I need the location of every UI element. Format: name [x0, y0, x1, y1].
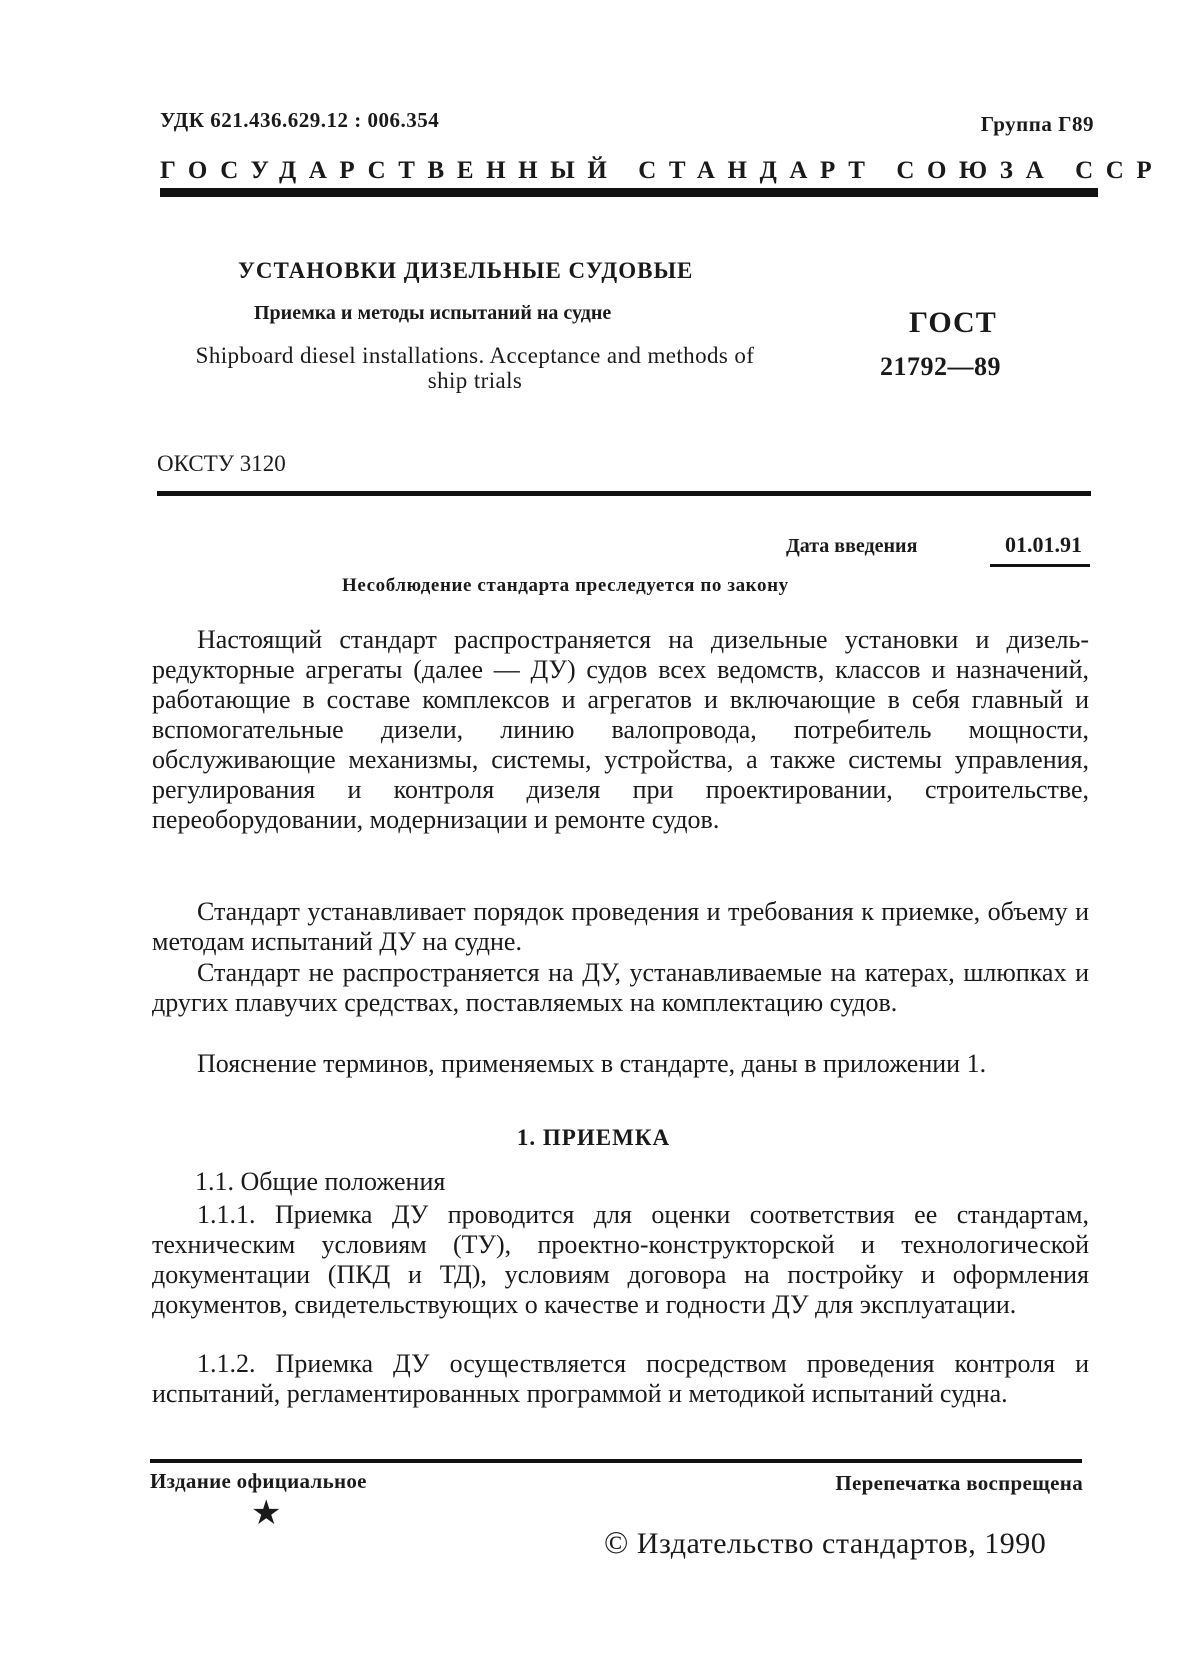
- english-title: Shipboard diesel installations. Acceptance and methods of ship trials: [195, 343, 755, 393]
- copyright-icon: ©: [604, 1524, 629, 1560]
- middle-rule: [157, 491, 1091, 496]
- copyright-text: Издательство стандартов, 1990: [636, 1527, 1047, 1560]
- star-icon: ★: [251, 1495, 282, 1532]
- state-standard-heading: ГОСУДАРСТВЕННЫЙ СТАНДАРТ СОЮЗА ССР: [160, 157, 1165, 184]
- clause-paragraph: 1.1.2. Приемка ДУ осуществляется посредством проведения контроля и испытаний, регламентированных программой и методикой испытаний судна.: [152, 1349, 1089, 1408]
- udk-code: УДК 621.436.629.12 : 006.354: [160, 108, 440, 132]
- reprint-notice: Перепечатка воспрещена: [835, 1471, 1083, 1495]
- section-title: 1. ПРИЕМКА: [516, 1125, 671, 1150]
- bottom-rule: [150, 1459, 1082, 1463]
- body-paragraph: Стандарт устанавливает порядок проведения и требования к приемке, объему и методам испытаний ДУ на судне.: [152, 897, 1089, 956]
- gost-label: ГОСТ: [909, 306, 997, 339]
- date-value: 01.01.91: [1005, 532, 1082, 557]
- subsection-title: 1.1. Общие положения: [195, 1167, 446, 1196]
- edition-label: Издание официальное: [150, 1469, 367, 1493]
- gost-number: 21792—89: [880, 352, 1001, 381]
- body-paragraph: Стандарт не распространяется на ДУ, устанавливаемые на катерах, шлюпках и других плавучих средствах, поставляемых на комплектацию судов.: [152, 958, 1089, 1017]
- document-subtitle: Приемка и методы испытаний на судне: [254, 302, 612, 324]
- clause-paragraph: 1.1.1. Приемка ДУ проводится для оценки соответствия ее стандартам, техническим условиям (ТУ), проектно-конструкторской и технологической документации (ПКД и ТД), условиям договора на постройку и оформления документов, свидетельствующих о качестве и годности ДУ для эксплуатации.: [152, 1200, 1089, 1319]
- group-code: Группа Г89: [980, 112, 1094, 136]
- okstu-code: ОКСТУ 3120: [157, 451, 286, 476]
- law-notice: Несоблюдение стандарта преследуется по закону: [342, 575, 789, 596]
- date-label: Дата введения: [786, 535, 918, 557]
- top-rule: [160, 188, 1098, 197]
- document-title: УСТАНОВКИ ДИЗЕЛЬНЫЕ СУДОВЫЕ: [238, 258, 694, 283]
- body-paragraph: Настоящий стандарт распространяется на дизельные установки и дизель-редукторные агрегаты (далее — ДУ) судов всех ведомств, классов и назначений, работающие в составе комплексов и агрегатов и включающие в себя главный и вспомогательные дизели, линию валопровода, потребитель мощности, обслуживающие механизмы, системы, устройства, а также системы управления, регулирования и контроля дизеля при проектировании, строительстве, переоборудовании, модернизации и ремонте судов.: [152, 625, 1089, 834]
- date-underline: [990, 564, 1090, 567]
- body-paragraph: Пояснение терминов, применяемых в стандарте, даны в приложении 1.: [197, 1049, 987, 1078]
- copyright-line: [604, 1524, 1046, 1561]
